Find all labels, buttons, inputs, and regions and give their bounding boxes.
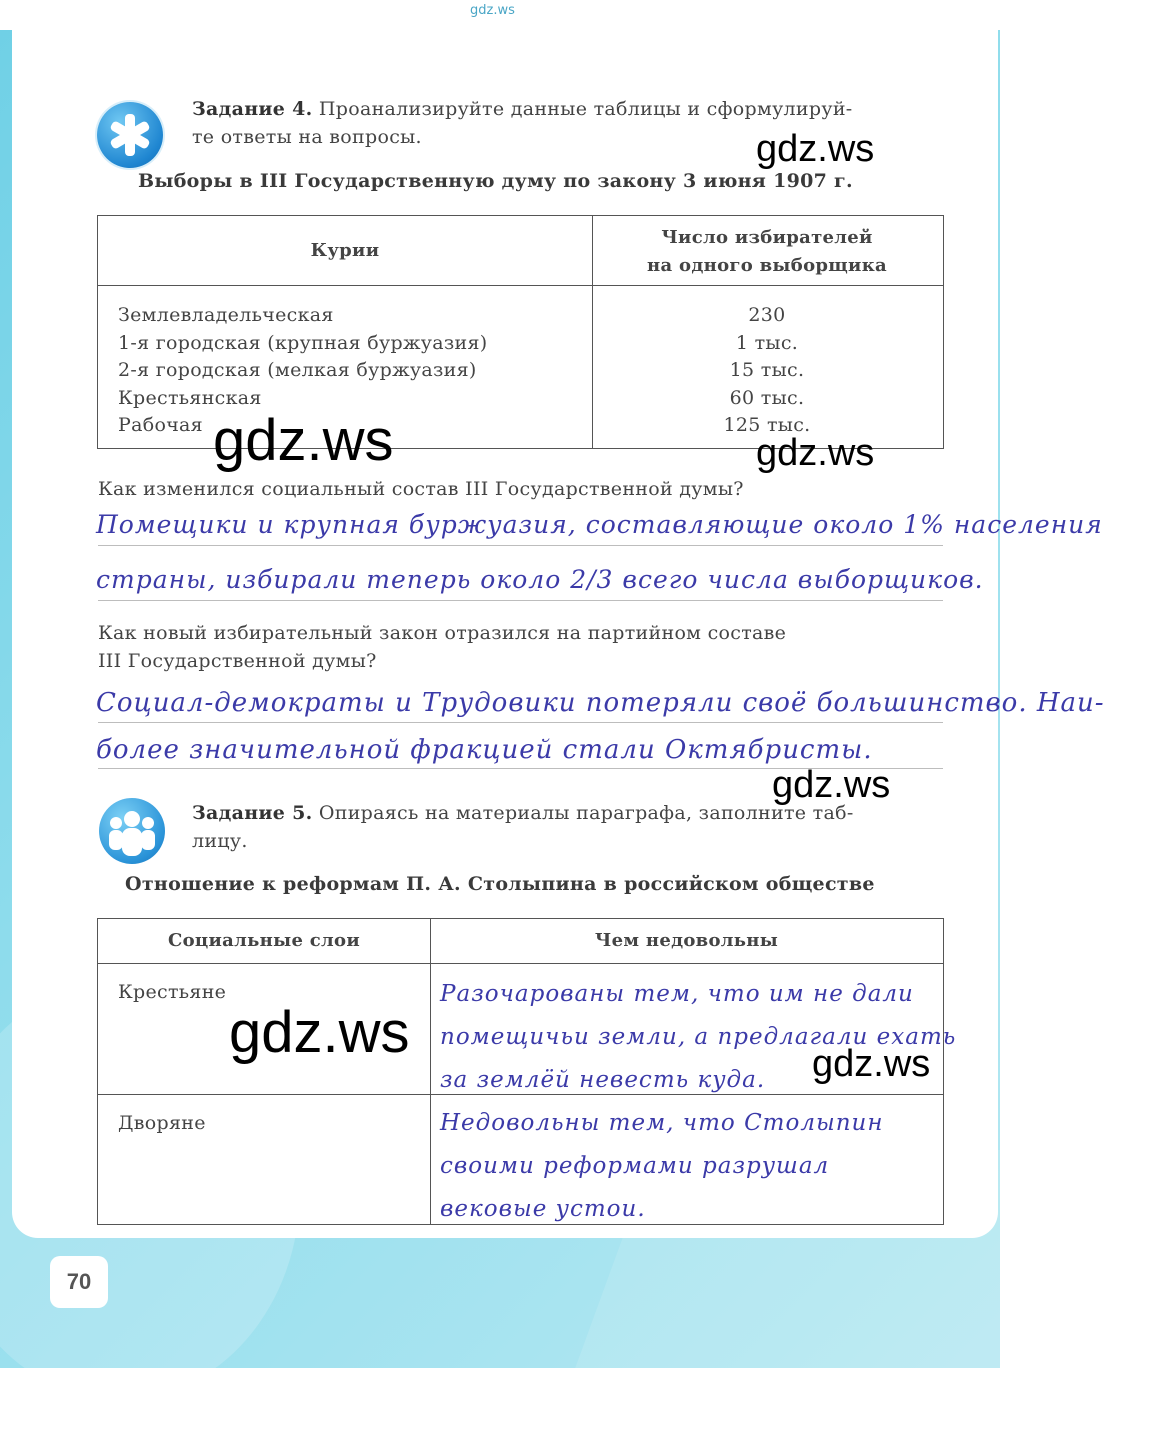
header-curia: Курии bbox=[310, 240, 380, 261]
watermark: gdz.ws bbox=[812, 1043, 931, 1085]
task4-label: Задание 4. bbox=[192, 98, 313, 120]
table-cell: 60 тыс. bbox=[729, 386, 805, 409]
task4-instructions bbox=[192, 95, 853, 151]
task5-text-line1: Опираясь на материалы параграфа, заполните таб- bbox=[312, 802, 854, 824]
table-cell: 15 тыс. bbox=[729, 359, 805, 381]
answer-2-line2: более значительной фракцией стали Октябристы. bbox=[96, 735, 873, 765]
table-cell: Рабочая bbox=[118, 414, 203, 436]
voters-column bbox=[592, 302, 942, 440]
answer-line-text: за землёй невесть куда. bbox=[440, 1067, 766, 1093]
task5-table-caption: Отношение к реформам П. А. Столыпина в российском обществе bbox=[125, 873, 875, 895]
answer-line bbox=[98, 600, 943, 601]
table-cell: Землевладельческая bbox=[118, 304, 334, 326]
answer-1-line1: Помещики и крупная буржуазия, составляющие около 1% населения bbox=[96, 510, 1103, 539]
row-peasants-label: Крестьяне bbox=[118, 981, 227, 1003]
answer-1-line2: страны, избирали теперь около 2/3 всего числа выборщиков. bbox=[96, 565, 984, 594]
task5-text-line2: лицу. bbox=[192, 830, 248, 852]
header-social-layers: Социальные слои bbox=[168, 930, 360, 951]
watermark: gdz.ws bbox=[213, 408, 394, 473]
table-divider bbox=[98, 963, 943, 964]
table-divider bbox=[98, 285, 943, 286]
watermark: gdz.ws bbox=[229, 1000, 410, 1065]
question-1: Как изменился социальный состав III Государственной думы? bbox=[98, 478, 744, 500]
header-discontent: Чем недовольны bbox=[594, 930, 779, 951]
table-divider bbox=[430, 919, 431, 1224]
answer-line-text: Разочарованы тем, что им не дали bbox=[440, 981, 914, 1007]
task4-table-caption: Выборы в III Государственную думу по закону 3 июня 1907 г. bbox=[138, 170, 853, 192]
answer-line-text: Недовольны тем, что Столыпин bbox=[440, 1110, 884, 1136]
header-voters-line1: Число избирателей bbox=[661, 227, 873, 248]
watermark: gdz.ws bbox=[772, 764, 891, 806]
table-cell: 2-я городская (мелкая буржуазия) bbox=[118, 359, 477, 381]
task5-label: Задание 5. bbox=[192, 802, 313, 824]
task4-text-line2: те ответы на вопросы. bbox=[192, 126, 422, 148]
table-cell: 1-я городская (крупная буржуазия) bbox=[118, 331, 488, 354]
page-number: 70 bbox=[50, 1256, 108, 1308]
table-cell: 125 тыс. bbox=[723, 414, 811, 436]
group-people-icon bbox=[99, 798, 165, 864]
question-2-line2: III Государственной думы? bbox=[98, 650, 377, 672]
answer-line-text: помещичьи земли, а предлагали ехать bbox=[440, 1024, 957, 1050]
watermark: gdz.ws bbox=[756, 128, 875, 170]
site-mark: gdz.ws bbox=[470, 3, 515, 18]
answer-line bbox=[98, 722, 943, 723]
header-voters bbox=[592, 224, 942, 280]
answer-line-text: своими реформами разрушал bbox=[440, 1153, 830, 1179]
table-cell: 230 bbox=[748, 304, 786, 326]
row-nobility-answer bbox=[440, 1102, 883, 1231]
answer-line-text: вековые устои. bbox=[440, 1196, 646, 1222]
question-2-line1: Как новый избирательный закон отразился на партийном составе bbox=[98, 622, 787, 644]
task4-text-line1: Проанализируйте данные таблицы и сформулируй- bbox=[312, 98, 853, 120]
task5-instructions bbox=[192, 799, 854, 855]
watermark: gdz.ws bbox=[756, 432, 875, 474]
row-nobility-label: Дворяне bbox=[118, 1112, 206, 1134]
table-cell: 1 тыс. bbox=[735, 331, 799, 354]
answer-2-line1: Социал-демократы и Трудовики потеряли своё большинство. Наи- bbox=[96, 688, 1105, 718]
asterisk-icon bbox=[97, 102, 163, 168]
header-voters-line2: на одного выборщика bbox=[647, 255, 887, 276]
table-cell: Крестьянская bbox=[118, 386, 262, 409]
answer-line bbox=[98, 545, 943, 546]
question-2 bbox=[98, 619, 943, 675]
